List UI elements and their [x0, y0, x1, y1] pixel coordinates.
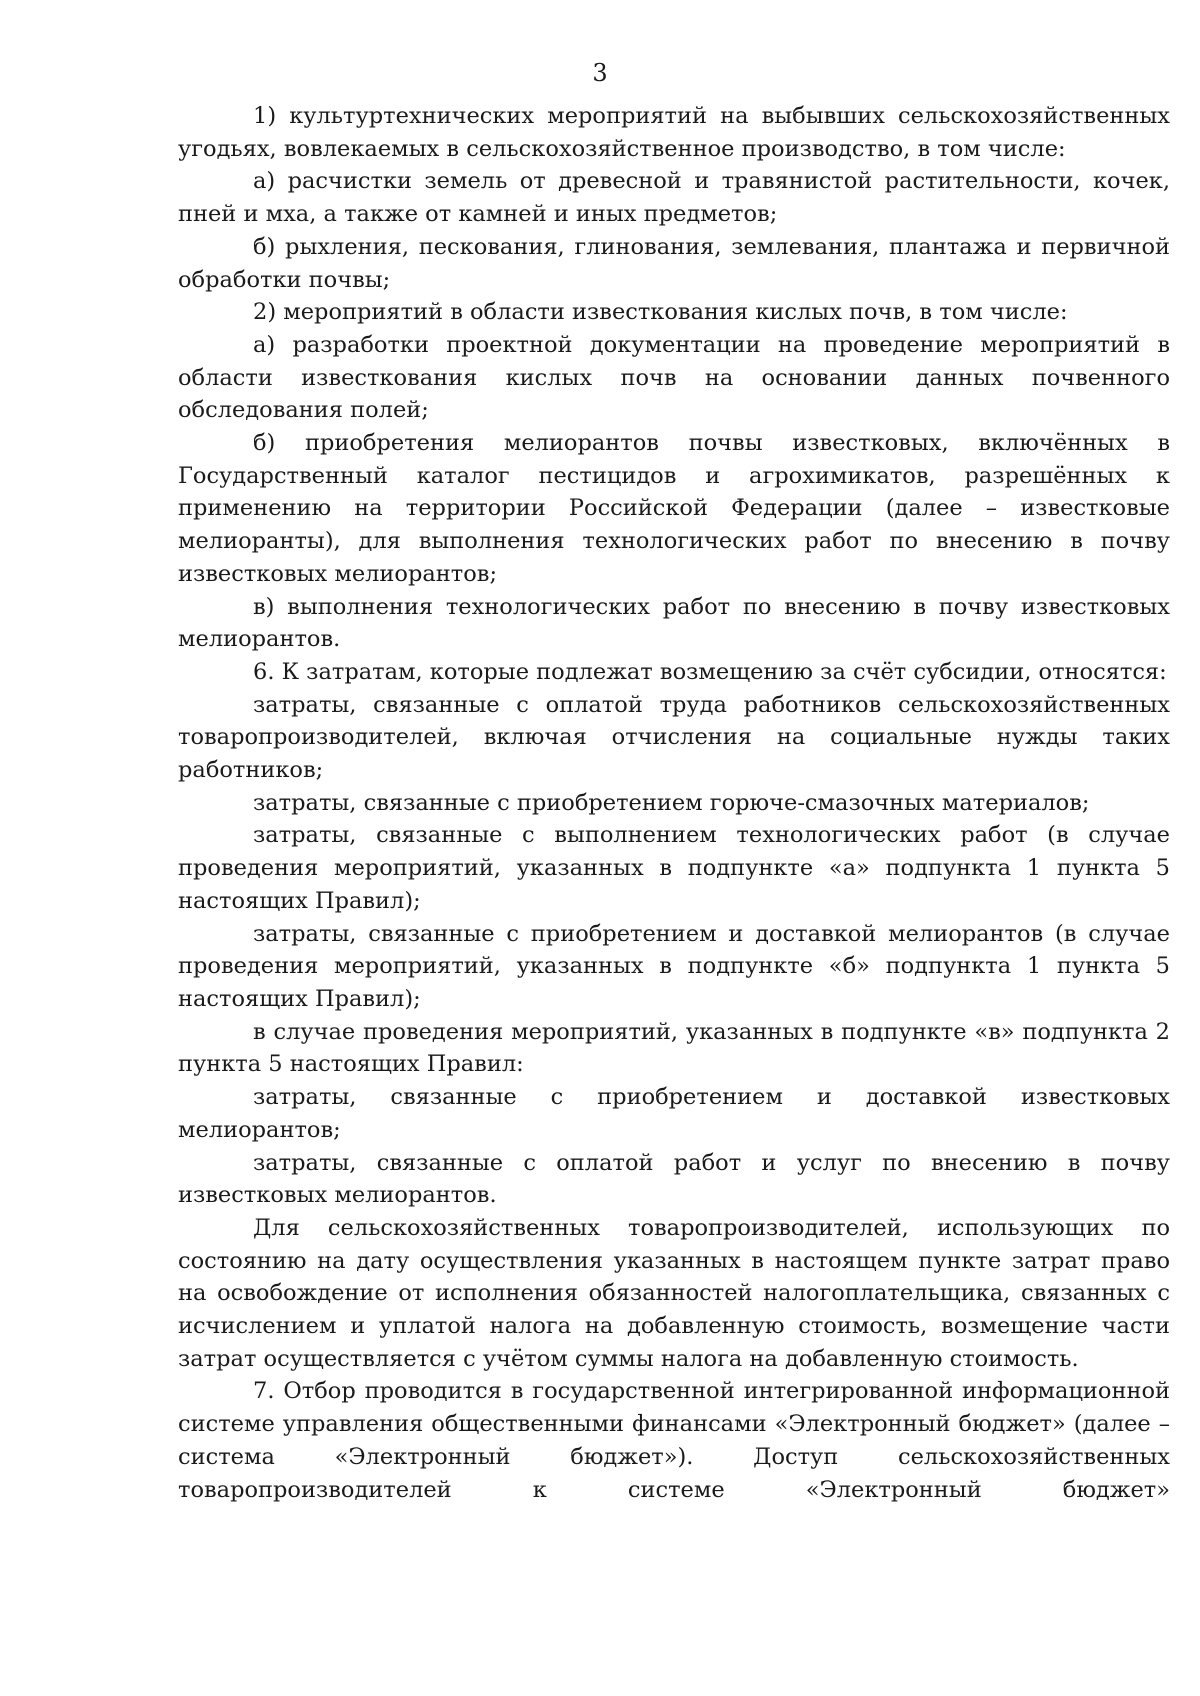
paragraph: затраты, связанные с приобретением и доставкой известковых мелиорантов; [178, 1084, 1170, 1143]
paragraph: 1) культуртехнических мероприятий на выбывших сельскохозяйственных угодьях, вовлекаемых в сельскохозяйственное производство, в том числе: [178, 103, 1170, 162]
page-number: 3 [592, 59, 608, 87]
paragraph: а) разработки проектной документации на проведение мероприятий в области известкования кислых почв на основании данных почвенного обследования полей; [178, 331, 1170, 424]
paragraph: б) приобретения мелиорантов почвы известковых, включённых в Государственный каталог пестицидов и агрохимикатов, разрешённых к применению на территории Российской Федерации (далее – известковые мелиоранты), для выполнения технологических работ по внесению в почву известковых мелиорантов; [178, 430, 1170, 587]
paragraph: в) выполнения технологических работ по внесению в почву известковых мелиорантов. [178, 593, 1170, 653]
paragraph: 6. К затратам, которые подлежат возмещению за счёт субсидии, относятся: [253, 658, 1167, 685]
paragraph: а) расчистки земель от древесной и травянистой растительности, кочек, пней и мха, а также от камней и иных предметов; [178, 168, 1170, 228]
paragraph: затраты, связанные с оплатой труда работников сельскохозяйственных товаропроизводителей, включая отчисления на социальные нужды таких работников; [178, 691, 1170, 784]
paragraph: затраты, связанные с приобретением горюче-смазочных материалов; [253, 789, 1090, 816]
document-body [178, 100, 1170, 1506]
paragraph: б) рыхления, пескования, глинования, землевания, плантажа и первичной обработки почвы; [178, 233, 1170, 293]
paragraph: в случае проведения мероприятий, указанных в подпункте «в» подпункта 2 пункта 5 настоящих Правил: [178, 1018, 1170, 1078]
paragraph: затраты, связанные с приобретением и доставкой мелиорантов (в случае проведения мероприятий, указанных в подпункте «б» подпункта 1 пункта 5 настоящих Правил); [178, 920, 1170, 1012]
paragraph: Для сельскохозяйственных товаропроизводителей, использующих по состоянию на дату осуществления указанных в настоящем пункте затрат право на освобождение от исполнения обязанностей налогоплательщика, связанных с исчислением и уплатой налога на добавленную стоимость, возмещение части затрат осуществляется с учётом суммы налога на добавленную стоимость. [178, 1214, 1170, 1372]
paragraph: 7. Отбор проводится в государственной интегрированной информационной системе управления общественными финансами «Электронный бюджет» (далее – система «Электронный бюджет»). Доступ сельскохозяйственных товаропроизводителей к системе «Электронный бюджет» [178, 1378, 1170, 1503]
paragraph: затраты, связанные с выполнением технологических работ (в случае проведения мероприятий, указанных в подпункте «а» подпункта 1 пункта 5 настоящих Правил); [178, 822, 1170, 914]
paragraph: затраты, связанные с оплатой работ и услуг по внесению в почву известковых мелиорантов. [178, 1149, 1170, 1209]
paragraph: 2) мероприятий в области известкования кислых почв, в том числе: [253, 299, 1068, 326]
